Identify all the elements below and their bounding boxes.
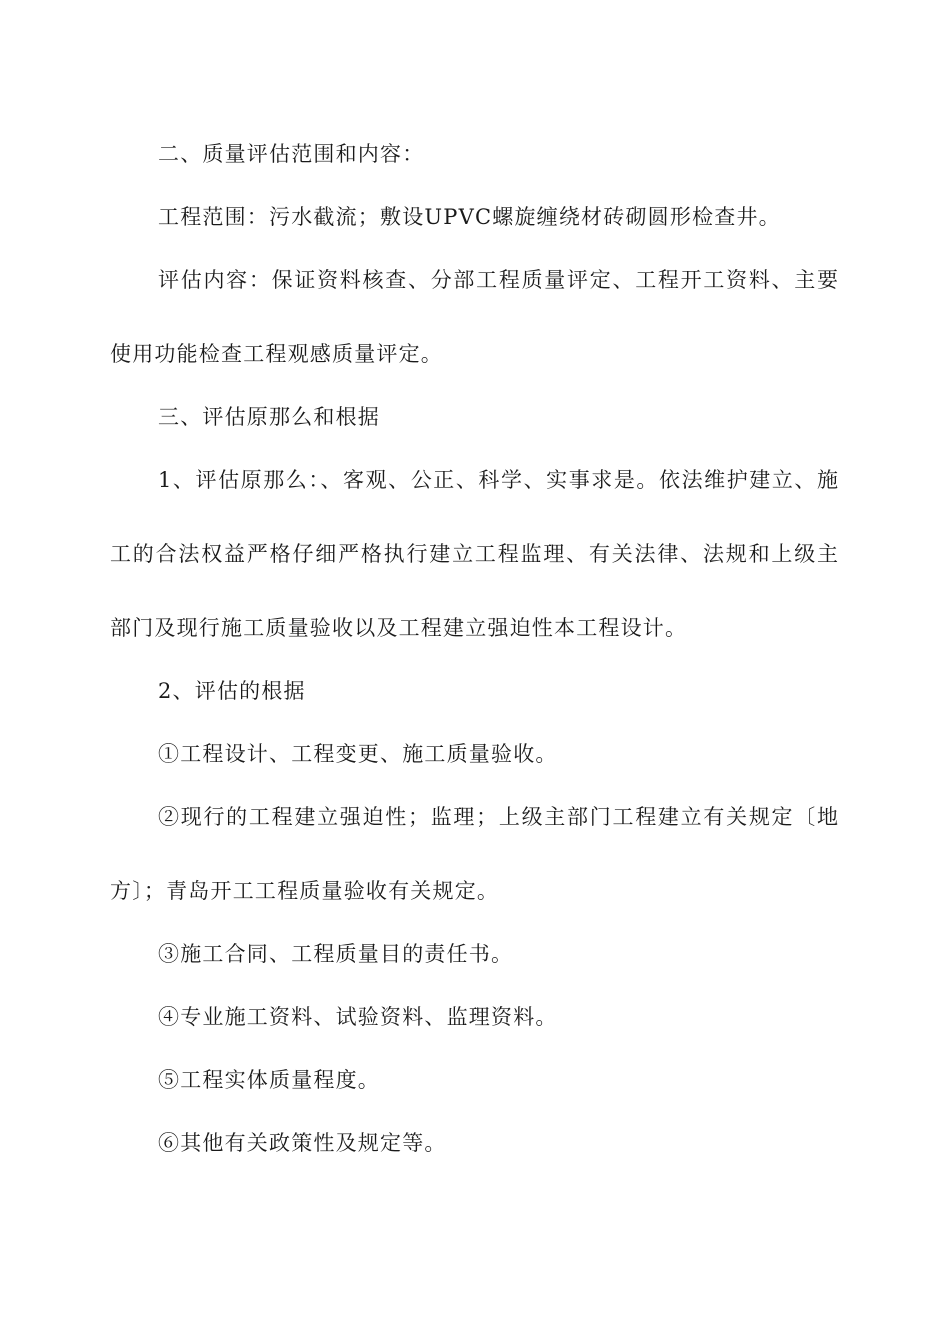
section2-heading: 二、质量评估范围和内容： [158,142,425,166]
basis-item-1: ①工程设计、工程变更、施工质量验收。 [158,742,558,766]
scope-line: 工程范围：污水截流；敷设UPVC螺旋缠绕材砖砌圆形检查井。 [158,205,781,229]
principle-line-1: 1、评估原那么：、客观、公正、科学、实事求是。依法维护建立、施 [158,468,838,492]
content-line-1: 评估内容：保证资料核查、分部工程质量评定、工程开工资料、主要 [158,268,838,292]
basis-item-5: ⑤工程实体质量程度。 [158,1068,380,1092]
basis-heading: 2、评估的根据 [158,679,306,703]
principle-line-3: 部门及现行施工质量验收以及工程建立强迫性本工程设计。 [110,616,688,640]
basis-item-3: ③施工合同、工程质量目的责任书。 [158,942,514,966]
basis-item-2: ②现行的工程建立强迫性；监理；上级主部门工程建立有关规定〔地 [158,805,838,829]
section3-heading: 三、评估原那么和根据 [158,405,380,429]
basis-item-2-continued: 方〕；青岛开工工程质量验收有关规定。 [110,879,500,903]
content-line-2: 使用功能检查工程观感质量评定。 [110,342,443,366]
basis-item-6: ⑥其他有关政策性及规定等。 [158,1131,447,1155]
principle-line-2: 工的合法权益严格仔细严格执行建立工程监理、有关法律、法规和上级主 [110,542,838,566]
basis-item-4: ④专业施工资料、试验资料、监理资料。 [158,1005,558,1029]
